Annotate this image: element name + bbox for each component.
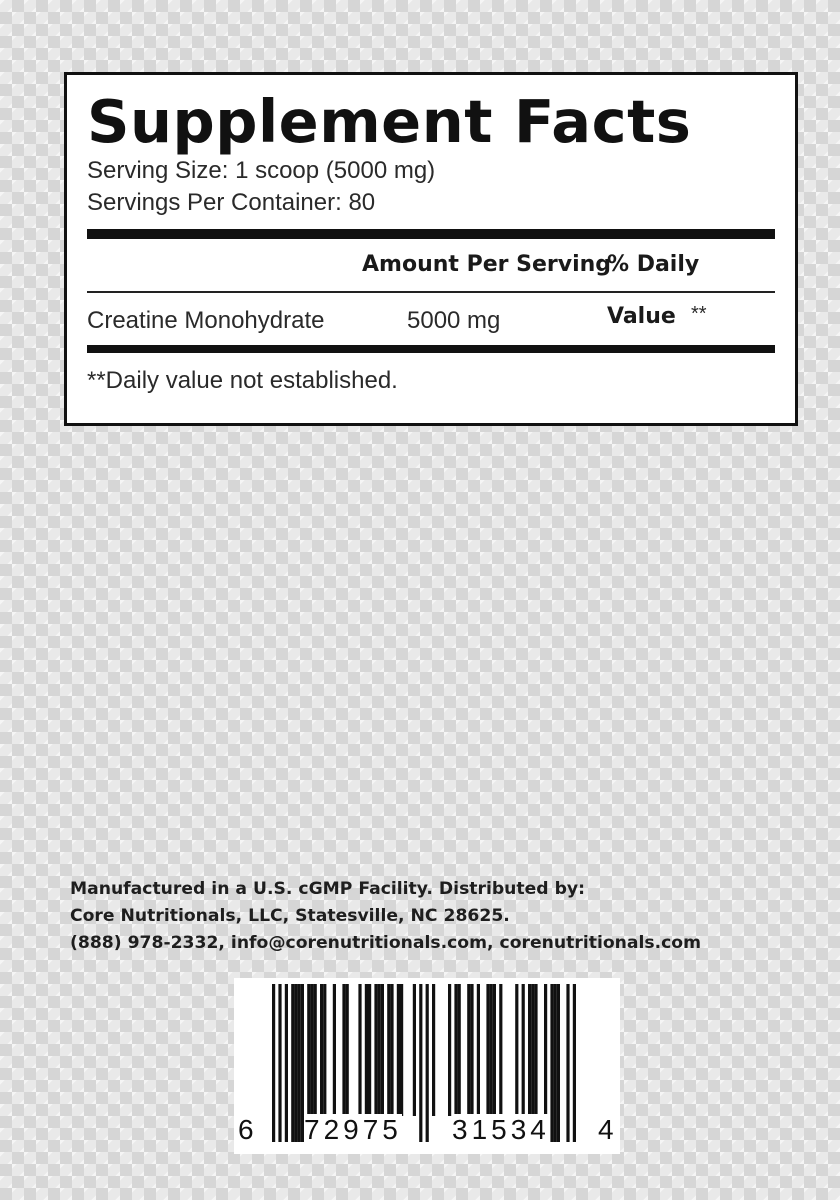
barcode-bar — [419, 984, 422, 1142]
barcode-digit-last: 4 — [598, 1114, 618, 1145]
header-daily-value: % Daily Value — [607, 252, 700, 329]
barcode-bar — [477, 984, 480, 1116]
barcode-bar — [467, 984, 470, 1116]
facts-title: Supplement Facts — [87, 87, 692, 156]
ingredient-daily-value: ** — [691, 303, 707, 325]
barcode-bar — [499, 984, 502, 1116]
upc-barcode — [234, 978, 620, 1154]
barcode-bar — [400, 984, 403, 1116]
barcode-bar — [323, 984, 326, 1116]
ingredient-name: Creatine Monohydrate — [87, 307, 325, 334]
barcode-bar — [515, 984, 518, 1116]
manufacturer-line: Manufactured in a U.S. cGMP Facility. Distributed by: — [70, 879, 585, 899]
distributor-line: Core Nutritionals, LLC, Statesville, NC 28625. — [70, 906, 510, 926]
barcode-bar — [566, 984, 569, 1142]
barcode-bar — [557, 984, 560, 1142]
barcode-bar — [346, 984, 349, 1116]
contact-line: (888) 978-2332, info@corenutritionals.com, corenutritionals.com — [70, 933, 702, 953]
barcode-bar — [314, 984, 317, 1116]
barcode-group-right: 31534 — [452, 1114, 550, 1145]
barcode-bar — [397, 984, 400, 1116]
barcode-bars — [234, 978, 620, 1154]
barcode-bar — [310, 984, 313, 1116]
ingredient-row — [87, 293, 775, 343]
barcode-bar — [493, 984, 496, 1116]
supplement-facts-panel — [64, 72, 798, 426]
barcode-bar — [307, 984, 310, 1116]
barcode-bar — [278, 984, 281, 1142]
barcode-bar — [454, 984, 457, 1116]
barcode-digit-first: 6 — [238, 1114, 258, 1145]
barcode-bar — [333, 984, 336, 1116]
barcode-bar — [426, 984, 429, 1142]
barcode-bar — [448, 984, 451, 1116]
barcode-bar — [378, 984, 381, 1116]
barcode-bar — [358, 984, 361, 1116]
barcode-bar — [365, 984, 368, 1116]
serving-size: Serving Size: 1 scoop (5000 mg) — [87, 157, 436, 184]
barcode-bar — [298, 984, 301, 1142]
barcode-group-left: 72975 — [304, 1114, 402, 1145]
barcode-bar — [368, 984, 371, 1116]
barcode-bar — [387, 984, 390, 1116]
barcode-bar — [486, 984, 489, 1116]
servings-per-container: Servings Per Container: 80 — [87, 189, 376, 216]
barcode-bar — [272, 984, 275, 1142]
footnote: **Daily value not established. — [87, 367, 398, 394]
barcode-bar — [374, 984, 377, 1116]
ingredient-amount: 5000 mg — [407, 307, 501, 334]
barcode-bar — [294, 984, 297, 1142]
barcode-bar — [342, 984, 345, 1116]
barcode-bar — [320, 984, 323, 1116]
barcode-bar — [522, 984, 525, 1116]
barcode-bar — [390, 984, 393, 1116]
barcode-bar — [490, 984, 493, 1116]
thick-divider — [87, 229, 775, 239]
barcode-bar — [528, 984, 531, 1116]
barcode-bar — [458, 984, 461, 1116]
barcode-bar — [470, 984, 473, 1116]
barcode-bar — [534, 984, 537, 1116]
barcode-bar — [550, 984, 553, 1142]
barcode-bar — [573, 984, 576, 1142]
distribution-info — [70, 876, 810, 957]
mid-divider — [87, 345, 775, 353]
barcode-bar — [413, 984, 416, 1116]
barcode-bar — [554, 984, 557, 1142]
barcode-bar — [381, 984, 384, 1116]
barcode-bar — [531, 984, 534, 1116]
header-amount-per-serving: Amount Per Serving — [362, 252, 612, 277]
barcode-bar — [432, 984, 435, 1116]
barcode-bar — [285, 984, 288, 1142]
barcode-bar — [291, 984, 294, 1142]
